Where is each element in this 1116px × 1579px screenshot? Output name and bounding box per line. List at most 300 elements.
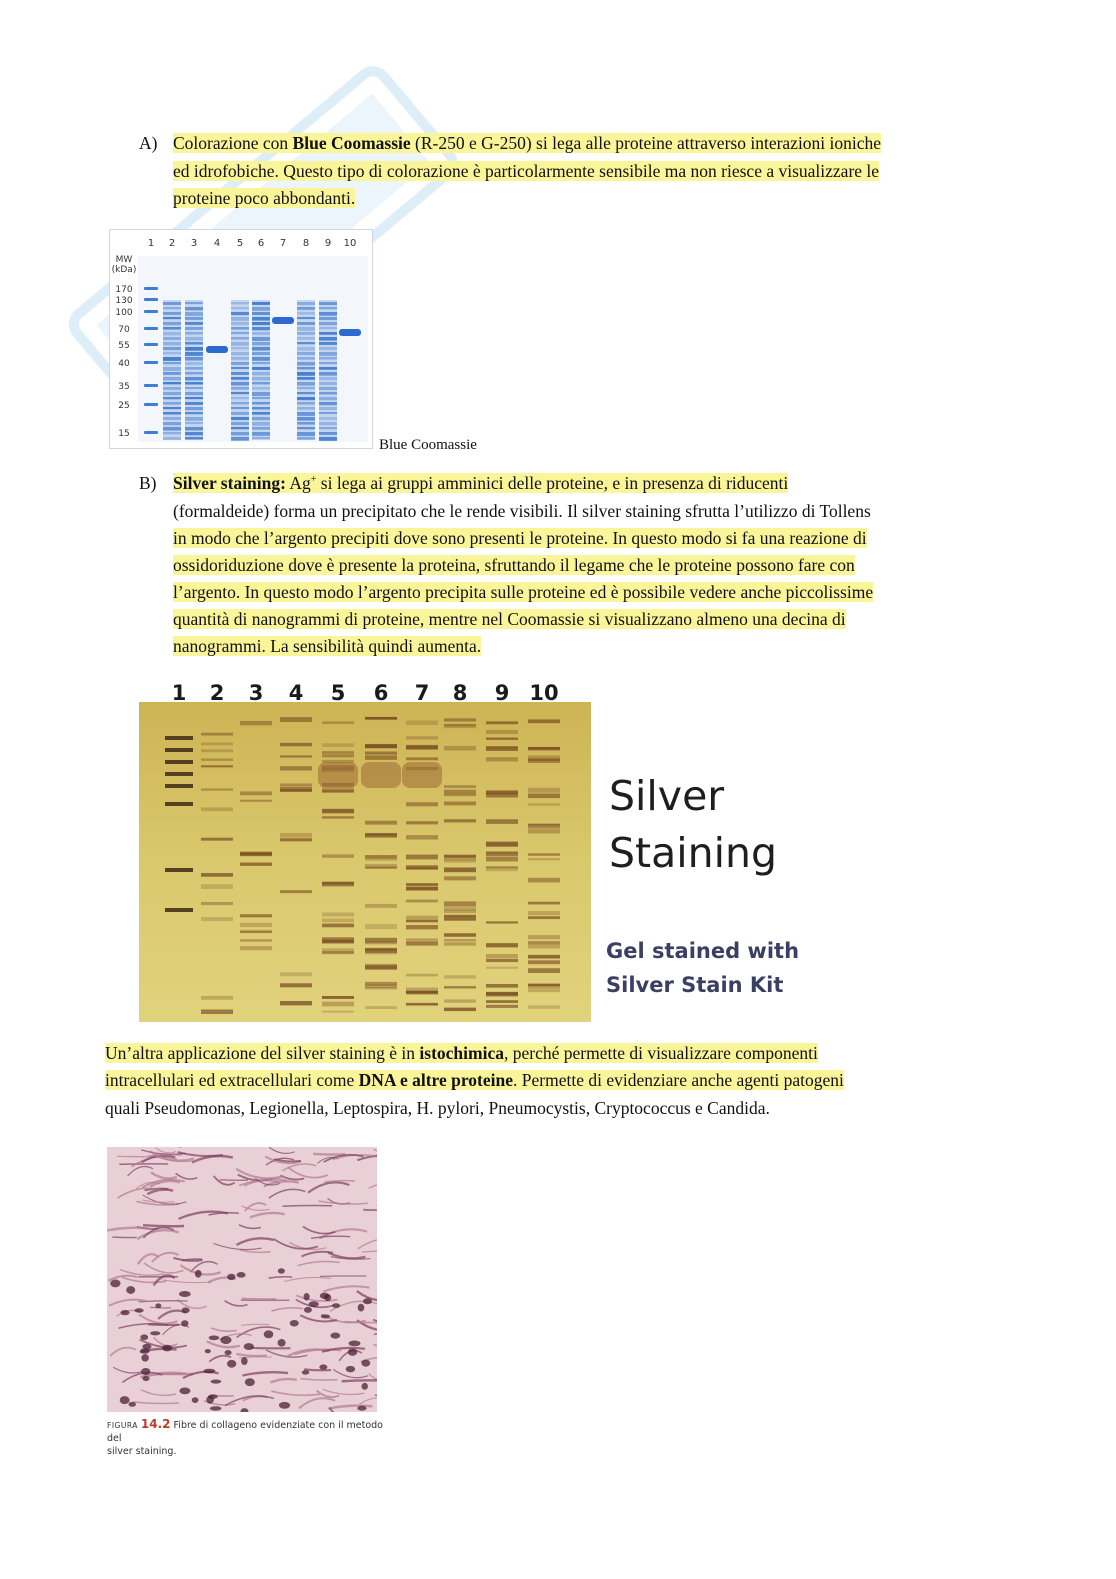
gel-band [319, 422, 337, 425]
marker-band [144, 431, 158, 434]
gel-band [444, 1008, 476, 1011]
cell-nucleus [209, 1335, 220, 1340]
cell-nucleus [241, 1357, 248, 1365]
gel-band [297, 417, 315, 421]
text-span: quantità di nanogrammi di proteine, mentre nel Coomassie si visualizzano almeno una decina di [173, 609, 846, 629]
gel-band [365, 941, 397, 944]
gel-band [444, 906, 476, 911]
lane-number: 9 [324, 238, 332, 249]
heavy-band [318, 762, 358, 788]
gel-band [231, 417, 249, 420]
text-span: ed idrofobiche. Questo tipo di colorazione è particolarmente sensibile ma non riesce a visualizzare le [173, 161, 880, 181]
gel-band [297, 307, 315, 310]
list-marker-b: B) [139, 473, 157, 493]
gel-band [444, 975, 476, 978]
gel-band [185, 402, 203, 405]
gel-band [297, 397, 315, 400]
section-a-line-2 [173, 158, 879, 186]
collagen-fiber [313, 1154, 345, 1155]
cell-nucleus [208, 1394, 218, 1399]
cell-nucleus [348, 1348, 358, 1355]
gel-band [322, 721, 354, 724]
gel-band [486, 943, 518, 947]
gel-band [319, 337, 337, 341]
gel-band [252, 437, 270, 439]
gel-band [280, 743, 312, 747]
gel-band [252, 422, 270, 426]
gel-band [185, 397, 203, 399]
gel-band [231, 367, 249, 369]
gel-band [528, 755, 560, 760]
gel-band [322, 882, 354, 885]
cell-nucleus [155, 1303, 161, 1308]
gel-band [163, 347, 181, 350]
gel-band [297, 387, 315, 389]
lane-number: 9 [494, 681, 510, 705]
gel-band [280, 783, 312, 786]
collagen-fiber [251, 1348, 291, 1349]
gel-band [297, 422, 315, 425]
gel-band [486, 737, 518, 740]
cell-nucleus [150, 1331, 160, 1335]
gel-band [406, 974, 438, 977]
gel-band [444, 939, 476, 941]
mw-marker-label: 70 [118, 325, 130, 335]
gel-band [444, 785, 476, 788]
gel-band [163, 402, 181, 405]
gel-band [201, 838, 233, 841]
gel-band [319, 347, 337, 350]
mw-marker-label: 170 [115, 285, 133, 295]
gel-band [163, 367, 181, 371]
gel-band [185, 412, 203, 414]
gel-band [528, 987, 560, 992]
gel-band [528, 878, 560, 883]
gel-band [280, 838, 312, 841]
gel-band [201, 996, 233, 1000]
gel-band [252, 417, 270, 420]
superscript: + [310, 474, 317, 486]
title-line: Staining [609, 829, 778, 877]
gel-band [297, 377, 315, 380]
gel-band [231, 342, 249, 346]
gel-band [163, 382, 181, 384]
gel-band [365, 1006, 397, 1009]
gel-band [319, 352, 337, 356]
gel-band [201, 742, 233, 745]
gel-band [486, 730, 518, 734]
gel-band [185, 357, 203, 360]
gel-band [252, 337, 270, 341]
gel-band [185, 337, 203, 340]
purified-band [206, 346, 228, 353]
gel-band [280, 787, 312, 791]
gel-band [185, 317, 203, 320]
gel-band [365, 744, 397, 748]
gel-band [406, 883, 438, 886]
cell-nucleus [290, 1320, 299, 1327]
lane-number: 2 [168, 238, 176, 249]
gel-band [365, 833, 397, 836]
caption-text: Fibre di collageno evidenziate con il metodo del [107, 1420, 383, 1444]
gel-band [185, 327, 203, 330]
gel-band [231, 307, 249, 309]
gel-band [163, 417, 181, 420]
gel-band [365, 948, 397, 951]
gel-band [280, 833, 312, 838]
gel-band [163, 427, 181, 431]
gel-band [252, 342, 270, 345]
gel-band [406, 821, 438, 824]
gel-band [297, 432, 315, 436]
gel-band [444, 724, 476, 728]
gel-band [297, 337, 315, 340]
heavy-band [402, 762, 442, 788]
gel-band [319, 412, 337, 414]
lane-number: 3 [248, 681, 264, 705]
figure-number: 14.2 [140, 1417, 171, 1431]
gel-band [322, 790, 354, 793]
gel-band [297, 312, 315, 315]
section-b-line-5 [173, 579, 873, 607]
gel-band [231, 377, 249, 380]
gel-band [528, 968, 560, 973]
gel-band [297, 327, 315, 331]
gel-band [231, 392, 249, 394]
gel-band [528, 941, 560, 944]
gel-band [365, 752, 397, 754]
gel-band [297, 362, 315, 365]
section-a-line-3 [173, 185, 355, 213]
gel-band [319, 397, 337, 400]
gel-band [231, 362, 249, 365]
gel-band [252, 302, 270, 305]
cell-nucleus [361, 1383, 367, 1390]
gel-band [280, 717, 312, 722]
gel-band [406, 916, 438, 921]
section-b-line-2 [173, 498, 871, 526]
lane-number: 1 [147, 238, 155, 249]
ladder-band [165, 784, 193, 788]
lane-number: 4 [213, 238, 221, 249]
cell-nucleus [135, 1308, 144, 1312]
gel-band [231, 427, 249, 429]
gel-band [528, 829, 560, 833]
gel-band [185, 372, 203, 374]
gel-band [185, 437, 203, 439]
gel-band [185, 392, 203, 395]
gel-band [252, 402, 270, 404]
gel-band [319, 407, 337, 410]
gel-band [163, 307, 181, 309]
gel-band [252, 332, 270, 335]
gel-band [297, 302, 315, 305]
gel-band [185, 367, 203, 370]
gel-band [252, 392, 270, 396]
gel-band [319, 402, 337, 405]
gel-band [163, 377, 181, 380]
histology-image [107, 1147, 377, 1412]
gel-band [297, 317, 315, 319]
gel-band [406, 941, 438, 945]
gel-band [319, 417, 337, 420]
gel-band [231, 352, 249, 355]
gel-band [163, 357, 181, 361]
cell-nucleus [192, 1397, 199, 1403]
cell-nucleus [332, 1303, 340, 1308]
gel-band [365, 987, 397, 989]
gel-band [280, 1001, 312, 1005]
gel-band [444, 792, 476, 796]
gel-band [231, 407, 249, 409]
gel-band [163, 322, 181, 325]
gel-band [528, 916, 560, 919]
cell-nucleus [361, 1360, 370, 1367]
gel-band [240, 923, 272, 927]
text-span: in modo che l’argento precipiti dove sono presenti le proteine. In questo modo si fa una reazione di [173, 528, 867, 548]
gel-band [319, 332, 337, 335]
gel-band [280, 983, 312, 987]
gel-band [185, 422, 203, 424]
gel-band [240, 852, 272, 857]
cell-nucleus [227, 1360, 236, 1368]
gel-band [280, 890, 312, 893]
gel-band [486, 866, 518, 868]
gel-band [365, 717, 397, 720]
mw-header: (kDa) [111, 265, 137, 275]
text-span: nanogrammi. La sensibilità quindi aumenta. [173, 636, 482, 656]
ladder-band [165, 748, 193, 752]
gel-band [252, 427, 270, 430]
silver-gel-title [609, 768, 777, 882]
gel-band [528, 984, 560, 987]
gel-band [297, 392, 315, 394]
cell-nucleus [140, 1348, 150, 1354]
cell-nucleus [142, 1376, 149, 1381]
gel-band [319, 432, 337, 435]
section-c-line-1 [105, 1040, 818, 1068]
gel-band [163, 422, 181, 425]
gel-band [231, 387, 249, 390]
gel-band [297, 367, 315, 369]
gel-band [252, 352, 270, 355]
gel-band [297, 382, 315, 386]
gel-band [252, 367, 270, 370]
gel-band [252, 412, 270, 415]
gel-band [252, 382, 270, 384]
list-marker-a: A) [139, 133, 158, 153]
gel-band [486, 967, 518, 969]
gel-band [231, 397, 249, 399]
gel-band [365, 855, 397, 859]
cell-nucleus [211, 1379, 222, 1383]
heavy-band [361, 762, 401, 788]
gel-band [319, 362, 337, 364]
cell-nucleus [205, 1349, 211, 1353]
gel-band [163, 432, 181, 434]
gel-band [252, 407, 270, 409]
gel-band [444, 856, 476, 860]
lane-number: 5 [330, 681, 346, 705]
text-span: quali Pseudomonas, Legionella, Leptospira, H. pylori, Pneumocystis, Cryptococcus e Candida. [105, 1098, 770, 1118]
gel-band [319, 312, 337, 316]
cell-nucleus [141, 1354, 148, 1361]
gel-band [185, 382, 203, 385]
marker-band [144, 384, 158, 387]
gel-band [297, 427, 315, 429]
gel-band [297, 347, 315, 351]
gel-band [486, 921, 518, 923]
cell-nucleus [203, 1369, 215, 1374]
text-span: . Permette di evidenziare anche agenti patogeni [513, 1070, 844, 1090]
text-span: proteine poco abbondanti. [173, 188, 356, 208]
cell-nucleus [237, 1272, 246, 1278]
gel-band [201, 884, 233, 889]
gel-band [231, 432, 249, 435]
marker-band [144, 403, 158, 406]
gel-band [406, 920, 438, 922]
gel-band [528, 960, 560, 964]
gel-band [528, 747, 560, 750]
gel-band [185, 302, 203, 304]
collagen-fiber [342, 1380, 377, 1381]
gel-band [319, 382, 337, 385]
gel-band [444, 746, 476, 751]
cell-nucleus [181, 1320, 188, 1326]
mw-marker-label: 40 [118, 359, 130, 369]
cell-nucleus [244, 1343, 254, 1350]
histology-caption [107, 1418, 387, 1458]
gel-band [528, 955, 560, 959]
gel-band [163, 372, 181, 375]
cell-nucleus [121, 1310, 130, 1315]
gel-band [406, 855, 438, 860]
gel-band [319, 327, 337, 329]
mw-marker-label: 35 [118, 382, 130, 392]
gel-band [201, 758, 233, 760]
ladder-band [165, 908, 193, 912]
bold-term: Silver staining: [173, 473, 286, 493]
gel-band [252, 432, 270, 436]
gel-band [528, 719, 560, 723]
gel-band [444, 942, 476, 945]
lane-number: 4 [288, 681, 304, 705]
gel-band [185, 377, 203, 380]
ladder-band [165, 802, 193, 806]
mw-marker-label: 25 [118, 401, 130, 411]
gel-band [319, 377, 337, 380]
mw-marker-label: 100 [115, 308, 133, 318]
gel-band [319, 317, 337, 320]
cell-nucleus [245, 1378, 255, 1386]
gel-band [163, 317, 181, 319]
gel-band [444, 867, 476, 872]
section-a-line-1 [173, 130, 881, 158]
gel-band [319, 437, 337, 441]
ladder-band [165, 868, 193, 872]
silver-gel-subtitle [606, 934, 799, 1002]
gel-band [163, 352, 181, 354]
gel-band [406, 925, 438, 929]
cell-nucleus [363, 1298, 372, 1304]
gel-band [486, 959, 518, 962]
gel-band [201, 1009, 233, 1014]
gel-band [406, 835, 438, 839]
purified-band [339, 329, 361, 336]
section-c-line-3 [105, 1095, 770, 1123]
collagen-fiber [143, 1225, 184, 1226]
gel-band [486, 819, 518, 824]
gel-band [444, 986, 476, 988]
gel-band [280, 755, 312, 757]
gel-band [201, 765, 233, 767]
lane-number: 10 [529, 681, 559, 705]
gel-band [528, 853, 560, 855]
gel-band [319, 392, 337, 394]
gel-band [240, 930, 272, 933]
gel-band [486, 757, 518, 761]
gel-band [280, 972, 312, 976]
ladder-band [165, 736, 193, 740]
mw-marker-label: 15 [118, 429, 130, 439]
gel-band [297, 332, 315, 335]
gel-band [444, 819, 476, 822]
lane-number: 7 [279, 238, 287, 249]
cell-nucleus [357, 1406, 366, 1411]
gel-band [406, 757, 438, 760]
ladder-band [165, 760, 193, 764]
gel-band [185, 322, 203, 325]
title-line: Silver [609, 772, 725, 820]
gel-band [201, 873, 233, 877]
gel-band [528, 902, 560, 905]
cell-nucleus [321, 1314, 330, 1318]
collagen-fiber [282, 1206, 332, 1207]
gel-band [322, 996, 354, 998]
gel-band [163, 437, 181, 440]
cell-nucleus [225, 1350, 232, 1355]
gel-band [528, 793, 560, 798]
marker-band [144, 287, 158, 290]
gel-band [163, 337, 181, 340]
gel-band [444, 933, 476, 936]
section-c-line-2 [105, 1067, 844, 1095]
gel-band [406, 1004, 438, 1007]
gel-band [322, 754, 354, 757]
gel-band [231, 327, 249, 330]
gel-band [444, 999, 476, 1002]
gel-band [486, 747, 518, 749]
gel-band [322, 948, 354, 953]
coomassie-caption: Blue Coomassie [379, 437, 477, 453]
gel-band [444, 876, 476, 880]
gel-band [406, 939, 438, 941]
subtitle-line: Silver Stain Kit [606, 973, 784, 997]
gel-band [231, 357, 249, 360]
gel-band [163, 312, 181, 315]
gel-band [297, 352, 315, 355]
marker-band [144, 343, 158, 346]
section-b-line-3 [173, 525, 867, 553]
gel-band [240, 791, 272, 795]
gel-band [231, 337, 249, 339]
gel-band [319, 307, 337, 309]
mw-marker-label: 130 [115, 296, 133, 306]
gel-band [322, 854, 354, 857]
text-span: Un’altra applicazione del silver staining è in [105, 1043, 420, 1063]
gel-band [163, 407, 181, 409]
cell-nucleus [302, 1370, 310, 1374]
